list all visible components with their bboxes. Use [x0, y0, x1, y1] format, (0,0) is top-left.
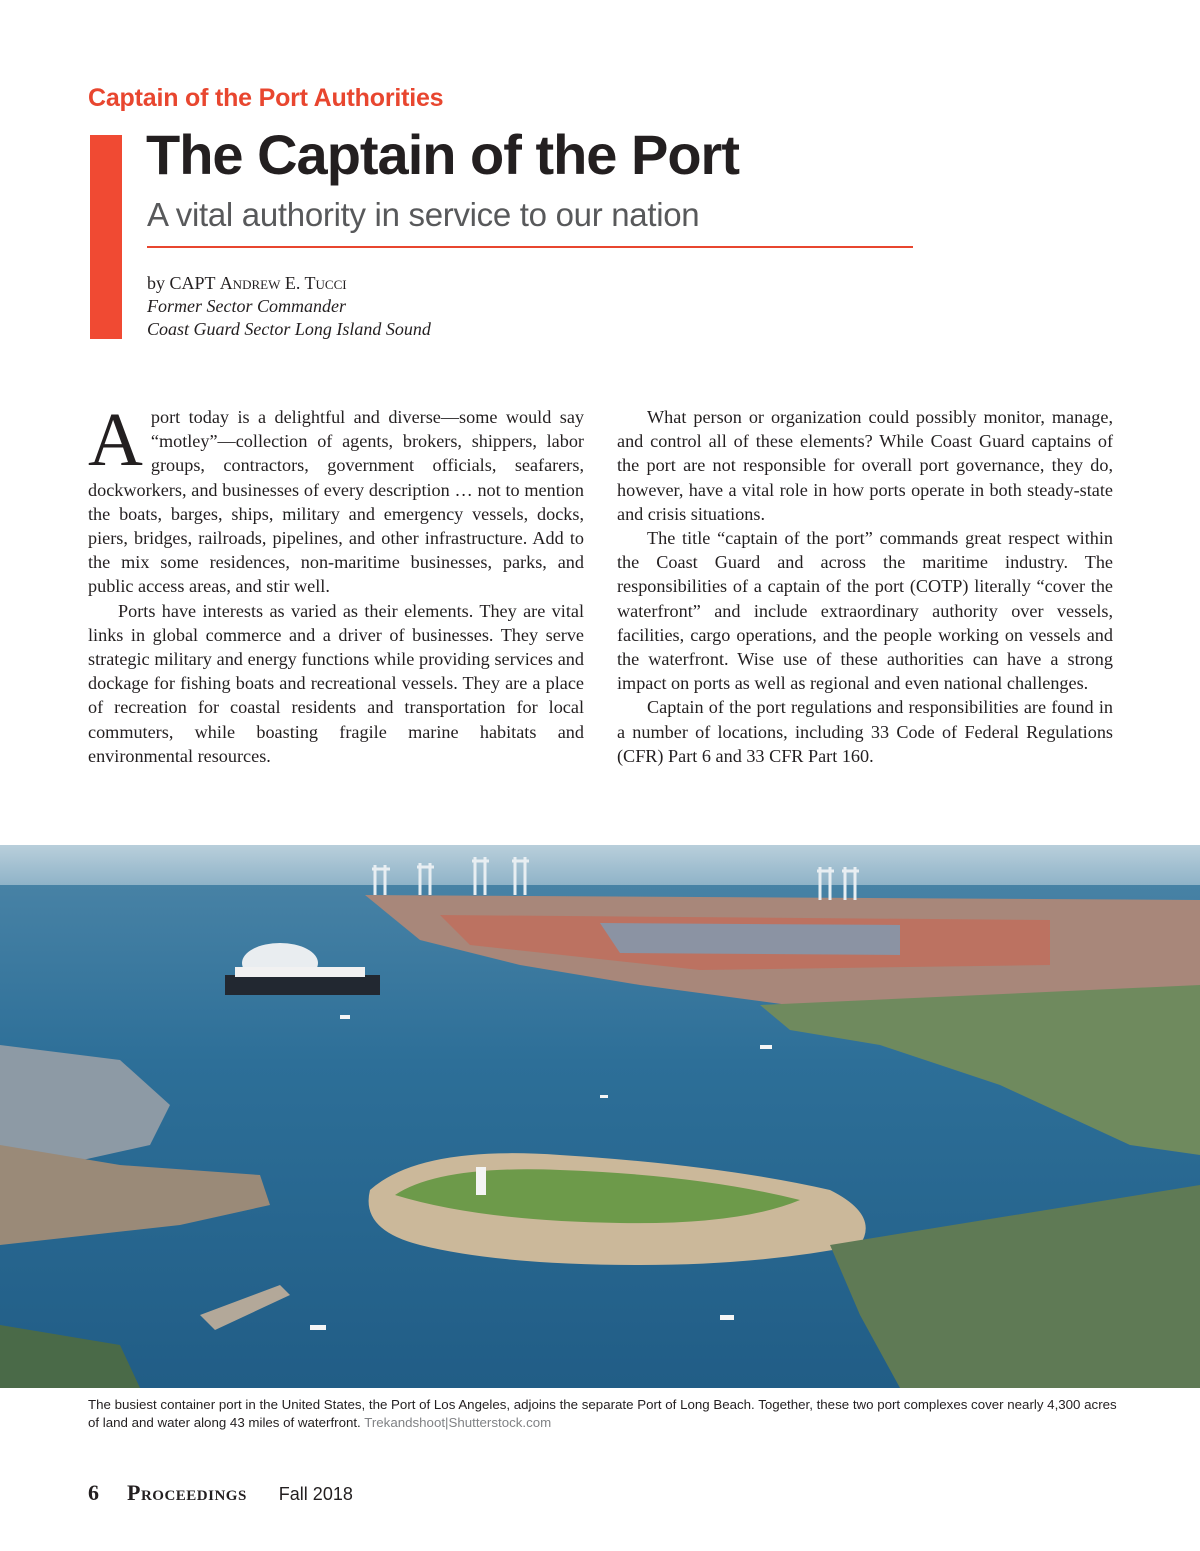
article-paragraph — [88, 398, 584, 599]
section-kicker: Captain of the Port Authorities — [88, 84, 444, 112]
port-aerial-photo — [0, 845, 1200, 1388]
byline-author-line — [147, 272, 431, 295]
magazine-name: Proceedings — [127, 1480, 247, 1505]
byline-unit: Coast Guard Sector Long Island Sound — [147, 319, 431, 339]
accent-bar — [90, 135, 122, 339]
lighthouse — [476, 1167, 486, 1195]
article-paragraph: The title “captain of the port” commands great respect within the Coast Guard and across the maritime industry. The responsibilities of a captain of the port (COTP) literally “cover the waterfront” and include extraordinary authority over vessels, facilities, cargo operations, and the people working on vessels and the waterfront. Wise use of these authorities can have a strong impact on ports as well as regional and even national challenges. — [617, 528, 1113, 694]
byline — [147, 272, 431, 341]
byline-author: Andrew E. Tucci — [219, 273, 347, 293]
ocean-liner — [225, 975, 380, 995]
page-number: 6 — [88, 1480, 99, 1505]
horizon-haze — [0, 845, 1200, 885]
drop-cap: A — [88, 398, 143, 482]
photo-caption — [88, 1396, 1118, 1432]
article-column-right — [617, 405, 1113, 768]
article-title: The Captain of the Port — [146, 123, 739, 186]
article-paragraph: What person or organization could possibly monitor, manage, and control all of these elements? While Coast Guard captains of the port are not responsible for overall port governance, they do, however, have a vital role in how ports operate in both steady-state and crisis situations. — [617, 407, 1113, 524]
article-subtitle: A vital authority in service to our nation — [147, 196, 700, 233]
article-paragraph: Ports have interests as varied as their elements. They are vital links in global commerce and a driver of businesses. They serve strategic military and energy functions while providing services and dockage for fishing boats and recreational vessels. They are a place of recreation for coastal residents and transportation for local commuters, while boasting fragile marine habitats and environmental resources. — [88, 600, 584, 766]
page-footer — [88, 1480, 353, 1508]
caption-text: The busiest container port in the United States, the Port of Los Angeles, adjoins the separate Port of Long Beach. Together, these two port complexes cover nearly 4,300 acres of land and water along 43 miles of waterfront. — [88, 1397, 1117, 1430]
article-column-left — [88, 398, 584, 768]
byline-prefix: by CAPT — [147, 273, 220, 293]
byline-role: Former Sector Commander — [147, 296, 346, 316]
ocean-liner-deck — [235, 967, 365, 977]
port-aerial-illustration — [0, 845, 1200, 1388]
photo-credit: Trekandshoot|Shutterstock.com — [364, 1415, 552, 1430]
title-rule — [147, 246, 913, 248]
issue-date: Fall 2018 — [278, 1484, 353, 1504]
paragraph-text: port today is a delightful and diverse—some would say “motley”—collection of agents, brokers, shippers, labor groups, contractors, government officials, seafarers, dockworkers, and businesses of every description … not to mention the boats, barges, ships, military and emergency vessels, docks, piers, bridges, railroads, pipelines, and other infrastructure. Add to the mix some residences, non-maritime businesses, parks, and public access areas, and stir well. — [88, 407, 584, 597]
container-stacks-blue — [600, 923, 900, 955]
article-paragraph: Captain of the port regulations and responsibilities are found in a number of locations, including 33 Code of Federal Regulations (CFR) Part 6 and 33 CFR Part 160. — [617, 697, 1113, 766]
